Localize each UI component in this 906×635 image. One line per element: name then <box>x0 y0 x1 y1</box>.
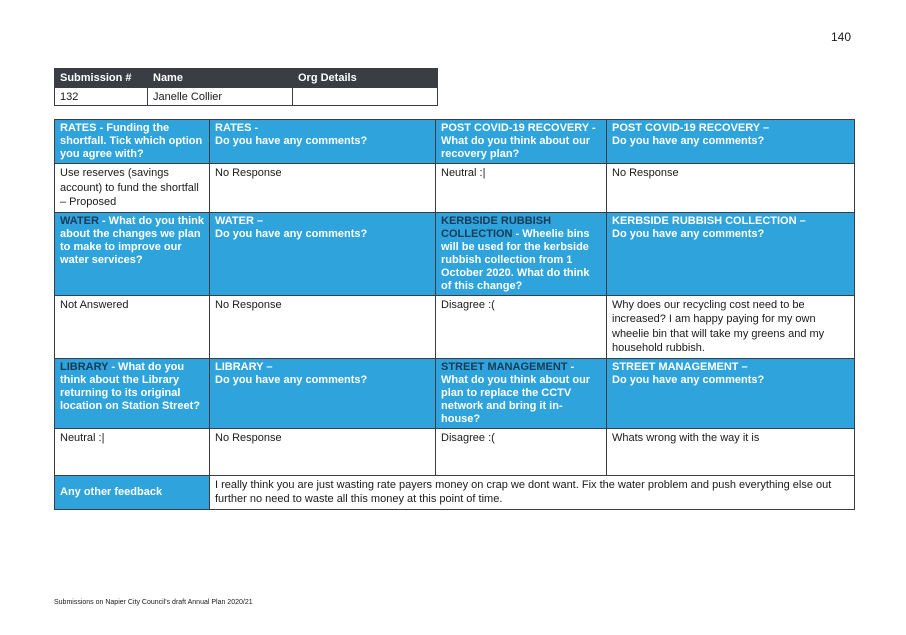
topic: POST COVID-19 RECOVERY <box>441 122 589 134</box>
header-submission-number: Submission # <box>55 69 148 88</box>
topic: RATES - <box>215 122 259 134</box>
question-kerbside-think <box>436 212 607 295</box>
topic: KERBSIDE RUBBISH COLLECTION <box>441 214 552 240</box>
answer-row-library-street <box>55 428 855 475</box>
question-rates-fund <box>55 120 210 164</box>
question-covid-comments <box>607 120 855 164</box>
question-text: - What do you think about our plan to replace the CCTV network and bring it in-house? <box>441 360 591 425</box>
answer-water-comments: No Response <box>210 295 436 358</box>
org-details <box>293 88 438 106</box>
question-text: - Wheelie bins will be used for the kerbside rubbish collection from 1 October 2020. What do think of this change? <box>441 227 590 292</box>
question-text: Do you have any comments? <box>215 373 368 386</box>
question-row-library-street <box>55 358 855 428</box>
question-rates-comments <box>210 120 436 164</box>
question-text: - What do you think about the changes we plan to make to improve our water services? <box>60 214 205 266</box>
feedback-table <box>54 119 855 510</box>
topic: LIBRARY <box>60 360 109 373</box>
question-row-water-kerbside <box>55 212 855 295</box>
question-text: Do you have any comments? <box>612 227 765 240</box>
topic: WATER <box>60 214 99 227</box>
topic: KERBSIDE RUBBISH COLLECTION – <box>612 214 806 227</box>
topic: POST COVID-19 RECOVERY – <box>612 122 770 134</box>
answer-kerbside-comments: Why does our recycling cost need to be increased? I am happy paying for my own wheelie bin that will take my greens and my household rubbish. <box>607 295 855 358</box>
topic: STREET MANAGEMENT – <box>612 360 748 373</box>
answer-row-rates-covid <box>55 164 855 213</box>
submitter-name: Janelle Collier <box>148 88 293 106</box>
question-street-comments <box>607 358 855 428</box>
answer-other-feedback: I really think you are just wasting rate payers money on crap we dont want. Fix the water problem and push everything else out further no need to waste all this money at this point of time. <box>210 475 855 509</box>
page-number: 140 <box>830 30 851 44</box>
topic: STREET MANAGEMENT <box>441 360 568 373</box>
question-covid-think <box>436 120 607 164</box>
answer-rates-fund: Use reserves (savings account) to fund the shortfall – Proposed <box>55 164 210 213</box>
topic: RATES <box>60 122 97 134</box>
topic: LIBRARY – <box>215 360 273 373</box>
question-water-comments <box>210 212 436 295</box>
topic: WATER – <box>215 214 264 227</box>
question-row-rates-covid <box>55 120 855 164</box>
answer-water-think: Not Answered <box>55 295 210 358</box>
submission-table <box>54 68 438 106</box>
question-kerbside-comments <box>607 212 855 295</box>
answer-covid-think: Neutral :| <box>436 164 607 213</box>
question-library-comments <box>210 358 436 428</box>
answer-street-think: Disagree :( <box>436 428 607 475</box>
answer-street-comments: Whats wrong with the way it is <box>607 428 855 475</box>
answer-kerbside-think: Disagree :( <box>436 295 607 358</box>
other-feedback-row <box>55 475 855 509</box>
answer-covid-comments: No Response <box>607 164 855 213</box>
submission-header-row <box>55 69 438 88</box>
submission-number: 132 <box>55 88 148 106</box>
answer-library-comments: No Response <box>210 428 436 475</box>
question-text: - Funding the shortfall. Tick which option you agree with? <box>60 122 203 160</box>
submission-row <box>55 88 438 106</box>
question-text: Do you have any comments? <box>612 135 765 147</box>
question-text: Do you have any comments? <box>612 373 765 386</box>
question-text: Do you have any comments? <box>215 227 368 240</box>
answer-row-water-kerbside <box>55 295 855 358</box>
question-street-think <box>436 358 607 428</box>
question-library-think <box>55 358 210 428</box>
answer-rates-comments: No Response <box>210 164 436 213</box>
question-text: - What do you think about the Library returning to its original location on Station Street? <box>60 360 200 412</box>
header-name: Name <box>148 69 293 88</box>
page-footer: Submissions on Napier City Council's draft Annual Plan 2020/21 <box>54 599 253 606</box>
answer-library-think: Neutral :| <box>55 428 210 475</box>
question-text: Do you have any comments? <box>215 135 368 147</box>
question-other-feedback: Any other feedback <box>55 475 210 509</box>
question-text: - What do you think about our recovery plan? <box>441 122 596 160</box>
header-org-details: Org Details <box>293 69 438 88</box>
question-water-think <box>55 212 210 295</box>
